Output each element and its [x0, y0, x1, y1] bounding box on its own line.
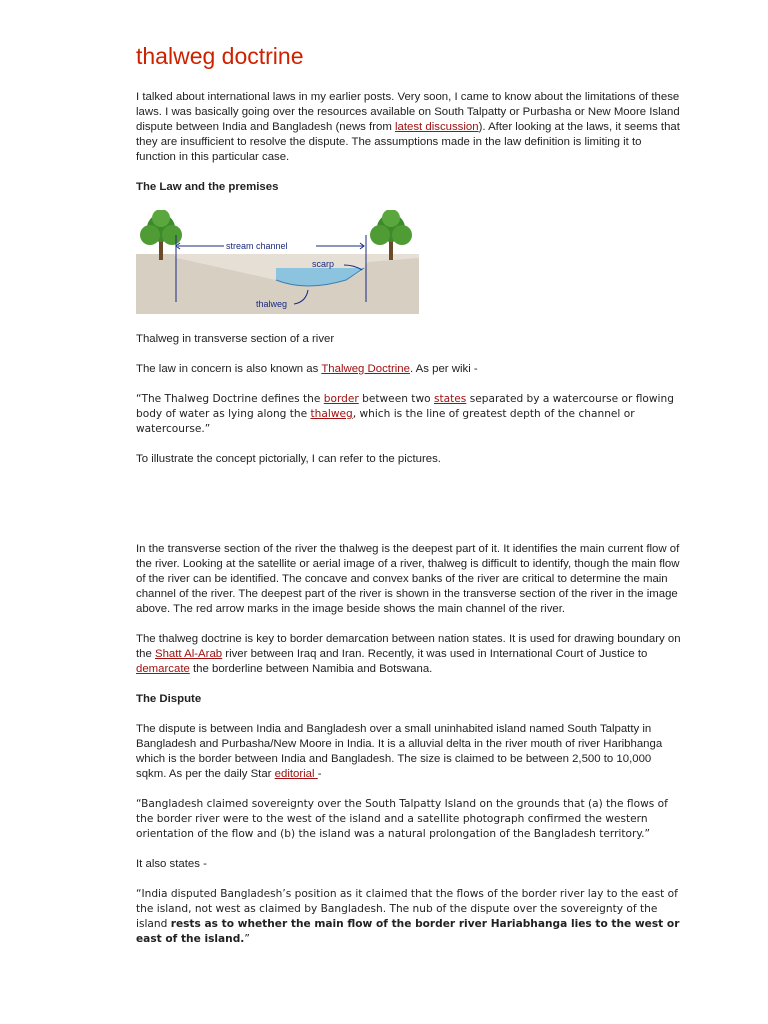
border-link[interactable]: border [323, 393, 359, 405]
thalweg-doctrine-link[interactable]: Thalweg Doctrine [321, 363, 410, 375]
shatt-al-arab-link[interactable]: Shatt Al-Arab [155, 648, 223, 660]
figure-caption: Thalweg in transverse section of a river [136, 333, 335, 345]
right-tree-icon [370, 210, 412, 260]
india-quote [136, 887, 681, 947]
doctrine-text-1: The thalweg doctrine is key to border demarcation between nation states. It is used for drawing boundary on the [136, 633, 681, 660]
page-title: thalweg doctrine [136, 43, 304, 69]
law-text-2: . As per wiki - [409, 363, 478, 375]
doctrine-paragraph [136, 632, 681, 677]
illustrate-paragraph: To illustrate the concept pictorially, I can refer to the pictures. [136, 453, 441, 465]
editorial-link[interactable]: editorial [274, 768, 318, 780]
image-placeholder [136, 482, 681, 542]
dispute-text-1: The dispute is between India and Bangladesh over a small uninhabited island named South Talpatty in Bangladesh and Purbasha/New Moore in India. It is a alluvial delta in the river mouth of river Haribhanga which is the border between India and Bangladesh. The size is claimed to be between 2,500 to 10,000 sqkm. As per the daily Star [136, 723, 663, 780]
bangladesh-quote: “Bangladesh claimed sovereignty over the South Talpatty Island on the grounds that (a) the flows of the border river were to the west of the island and a satellite photograph confirmed the western orientation of the flow and (b) the island was a natural prolongation of the Bangladesh territory.” [136, 798, 668, 840]
dispute-paragraph [136, 722, 681, 782]
law-paragraph [136, 362, 681, 377]
states-link[interactable]: states [433, 393, 467, 405]
thalweg-label: thalweg [256, 299, 288, 309]
wiki-text-4: , which is the line of greatest depth of the channel or watercourse.” [136, 408, 635, 435]
transverse-paragraph: In the transverse section of the river the thalweg is the deepest part of it. It identifies the main current flow of the river. Looking at the satellite or aerial image of a river, thalweg is difficult to identify, though the main flow of the river can be identified. The concave and convex banks of the river are critical to determine the main channel of the river. The deepest part of the river is shown in the transverse section of the river in the image above. The red arrow marks in the image beside shows the main channel of the river. [136, 543, 680, 615]
india-bold-text: rests as to whether the main flow of the border river Hariabhanga lies to the west or east of the island. [136, 918, 680, 945]
india-text-1: “India disputed Bangladesh’s position as it claimed that the flows of the border river lay to the east of the island, not west as claimed by Bangladesh. The nub of the dispute over the sovereignty of the island [136, 888, 678, 930]
article [136, 42, 681, 962]
scarp-label: scarp [312, 259, 335, 269]
law-text-1: The law in concern is also known as [136, 363, 322, 375]
intro-text-2: ). After looking at the laws, it seems that they are insufficient to resolve the dispute. The assumptions made in the law definition is limiting it to function in this particular case. [136, 121, 680, 163]
wiki-text-2: between two [358, 393, 434, 405]
section-heading-dispute: The Dispute [136, 693, 202, 705]
doctrine-text-2: river between Iraq and Iran. Recently, it was used in International Court of Justice to [222, 648, 648, 660]
wiki-quote [136, 392, 681, 437]
latest-discussion-link[interactable]: latest discussion [395, 121, 479, 133]
dispute-text-2: - [317, 768, 322, 780]
section-heading-law: The Law and the premises [136, 181, 279, 193]
demarcate-link[interactable]: demarcate [136, 663, 190, 675]
wiki-text-3: separated by a watercourse or flowing body of water as lying along the [136, 393, 674, 420]
thalweg-link[interactable]: thalweg [310, 408, 353, 420]
wiki-text-1: “The Thalweg Doctrine defines the [136, 393, 324, 405]
intro-paragraph [136, 90, 681, 165]
also-states-paragraph: It also states - [136, 858, 207, 870]
stream-channel-label: stream channel [226, 241, 288, 251]
doctrine-text-3: the borderline between Namibia and Botswana. [189, 663, 433, 675]
intro-text-1: I talked about international laws in my earlier posts. Very soon, I came to know about the limitations of these laws. I was basically going over the resources available on South Talpatty or Purbasha or New Moore Island dispute between India and Bangladesh (news from [136, 91, 680, 133]
india-text-2: ” [244, 933, 250, 945]
thalweg-diagram [136, 210, 419, 314]
